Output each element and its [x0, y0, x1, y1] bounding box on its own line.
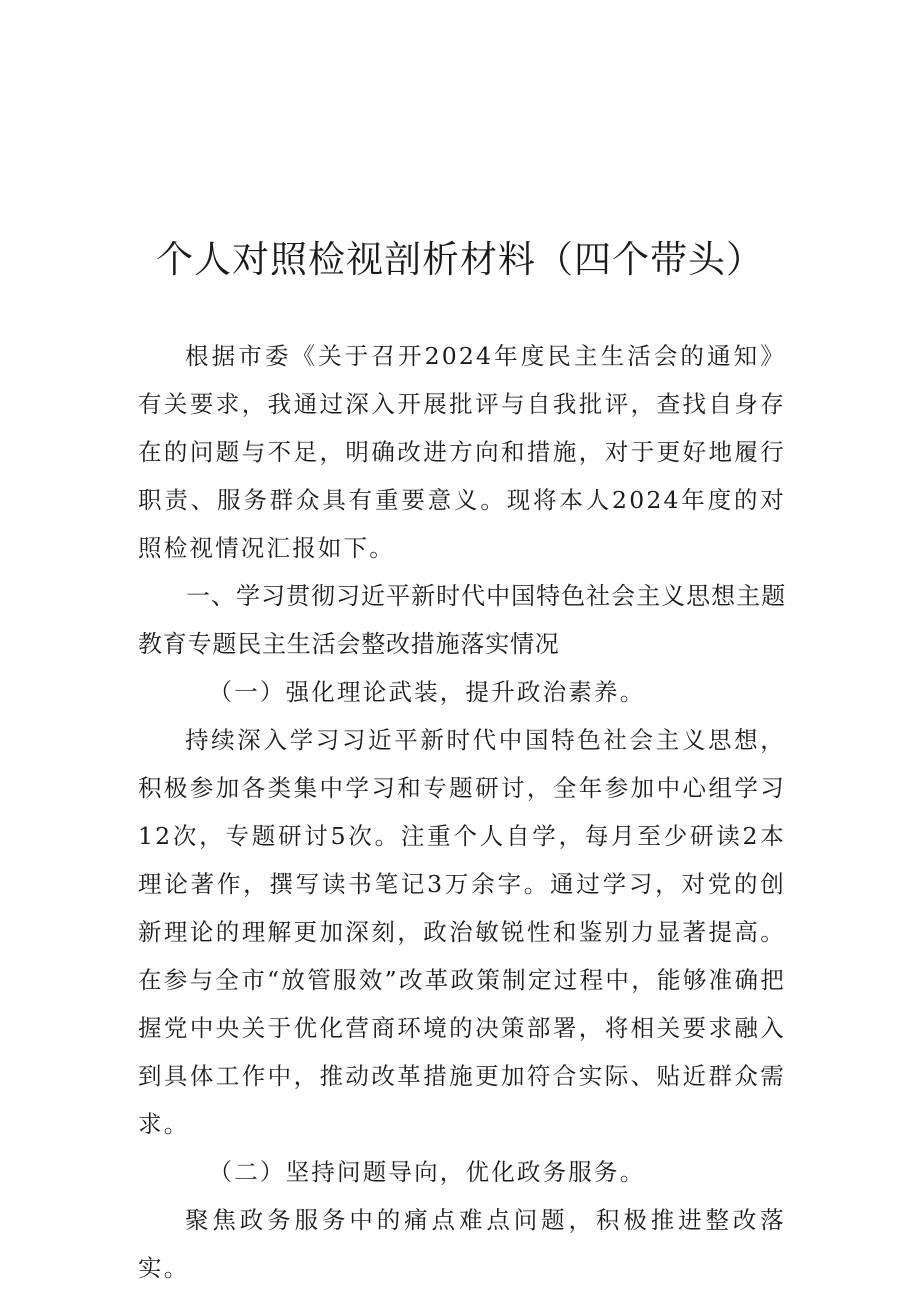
subsection-2-body: 聚焦政务服务中的痛点难点问题，积极推进整改落实。	[138, 1206, 786, 1282]
section-1-heading: 一、学习贯彻习近平新时代中国特色社会主义思想主题教育专题民主生活会整改措施落实情况	[138, 582, 786, 658]
subsection-1-heading: （一）强化理论武装，提升政治素养。	[208, 678, 646, 706]
subsection-2-heading: （二）坚持问题导向，优化政务服务。	[208, 1158, 646, 1186]
intro-paragraph: 根据市委《关于召开2024年度民主生活会的通知》有关要求，我通过深入开展批评与自我批评，查找自身存在的问题与不足，明确改进方向和措施，对于更好地履行职责、服务群众具有重要意义。现将本人2024年度的对照检视情况汇报如下。	[138, 342, 786, 562]
subsection-1-body: 持续深入学习习近平新时代中国特色社会主义思想，积极参加各类集中学习和专题研讨，全年参加中心组学习12次，专题研讨5次。注重个人自学，每月至少研读2本理论著作，撰写读书笔记3万余字。通过学习，对党的创新理论的理解更加深刻，政治敏锐性和鉴别力显著提高。在参与全市“放管服效”改革政策制定过程中，能够准确把握党中央关于优化营商环境的决策部署，将相关要求融入到具体工作中，推动改革措施更加符合实际、贴近群众需求。	[138, 726, 786, 1138]
document-body	[138, 332, 786, 1292]
document-title: 个人对照检视剖析材料（四个带头）	[156, 238, 764, 281]
